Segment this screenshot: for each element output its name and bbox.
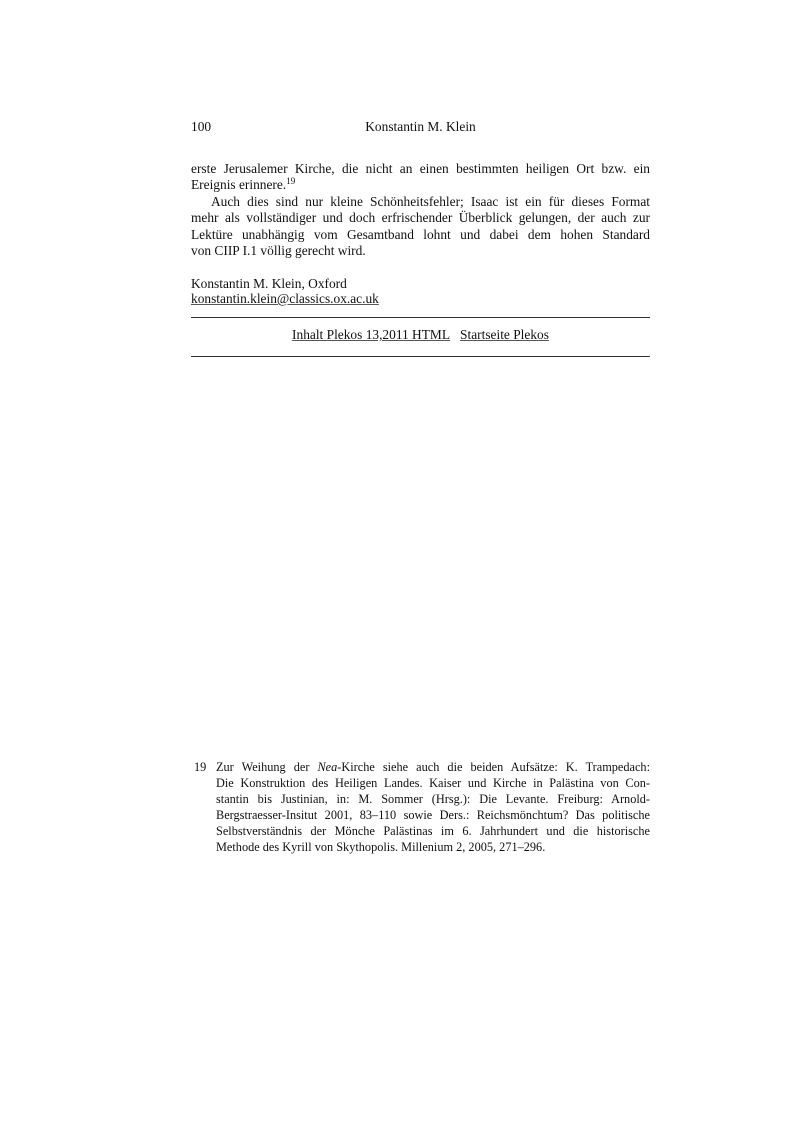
- body-line: Auch dies sind nur kleine Schönheitsfehler; Isaac ist ein für dieses Format: [211, 194, 650, 209]
- signature-name: Konstantin M. Klein, Oxford: [191, 276, 347, 291]
- footnote-ref[interactable]: 19: [286, 176, 296, 186]
- running-title: Konstantin M. Klein: [365, 119, 476, 134]
- footnote-line: stantin bis Justinian, in: M. Sommer (Hrsg.): Die Levante. Freiburg: Arnold-: [216, 792, 650, 806]
- footnote-text: -Kirche siehe auch die beiden Aufsätze: K. Trampedach:: [337, 760, 650, 774]
- footnote-italic: Nea: [317, 760, 338, 774]
- body-line: [191, 177, 650, 193]
- nav-links: [191, 327, 650, 343]
- footnote-text: Zur Weihung der: [216, 760, 318, 774]
- page-number: 100: [191, 119, 212, 134]
- body-line: erste Jerusalemer Kirche, die nicht an einen bestimmten heiligen Ort bzw. ein: [191, 161, 650, 176]
- body-line: von CIIP I.1 völlig gerecht wird.: [191, 243, 366, 258]
- footnote-line: Die Konstruktion des Heiligen Landes. Kaiser und Kirche in Palästina von Con-: [216, 776, 650, 790]
- contents-link[interactable]: Inhalt Plekos 13,2011 HTML: [292, 327, 450, 342]
- home-link[interactable]: Startseite Plekos: [460, 327, 549, 342]
- body-line: Lektüre unabhängig vom Gesamtband lohnt und dabei dem hohen Standard: [191, 227, 650, 242]
- email-link[interactable]: konstantin.klein@classics.ox.ac.uk: [191, 291, 379, 306]
- footnote-number: 19: [194, 760, 207, 774]
- footnote-line: Bergstraesser-Insitut 2001, 83–110 sowie Ders.: Reichsmönchtum? Das politische: [216, 808, 650, 822]
- body-line: mehr als vollständiger und doch erfrischender Überblick gelungen, der auch zur: [191, 210, 650, 225]
- divider: [191, 356, 650, 357]
- footnote-line: Selbstverständnis der Mönche Palästinas im 6. Jahrhundert und die historische: [216, 824, 650, 838]
- footnote-line: [216, 759, 650, 775]
- body-text: Ereignis erinnere.: [191, 177, 287, 192]
- divider: [191, 317, 650, 318]
- footnote-line: Methode des Kyrill von Skythopolis. Millenium 2, 2005, 271–296.: [216, 840, 546, 854]
